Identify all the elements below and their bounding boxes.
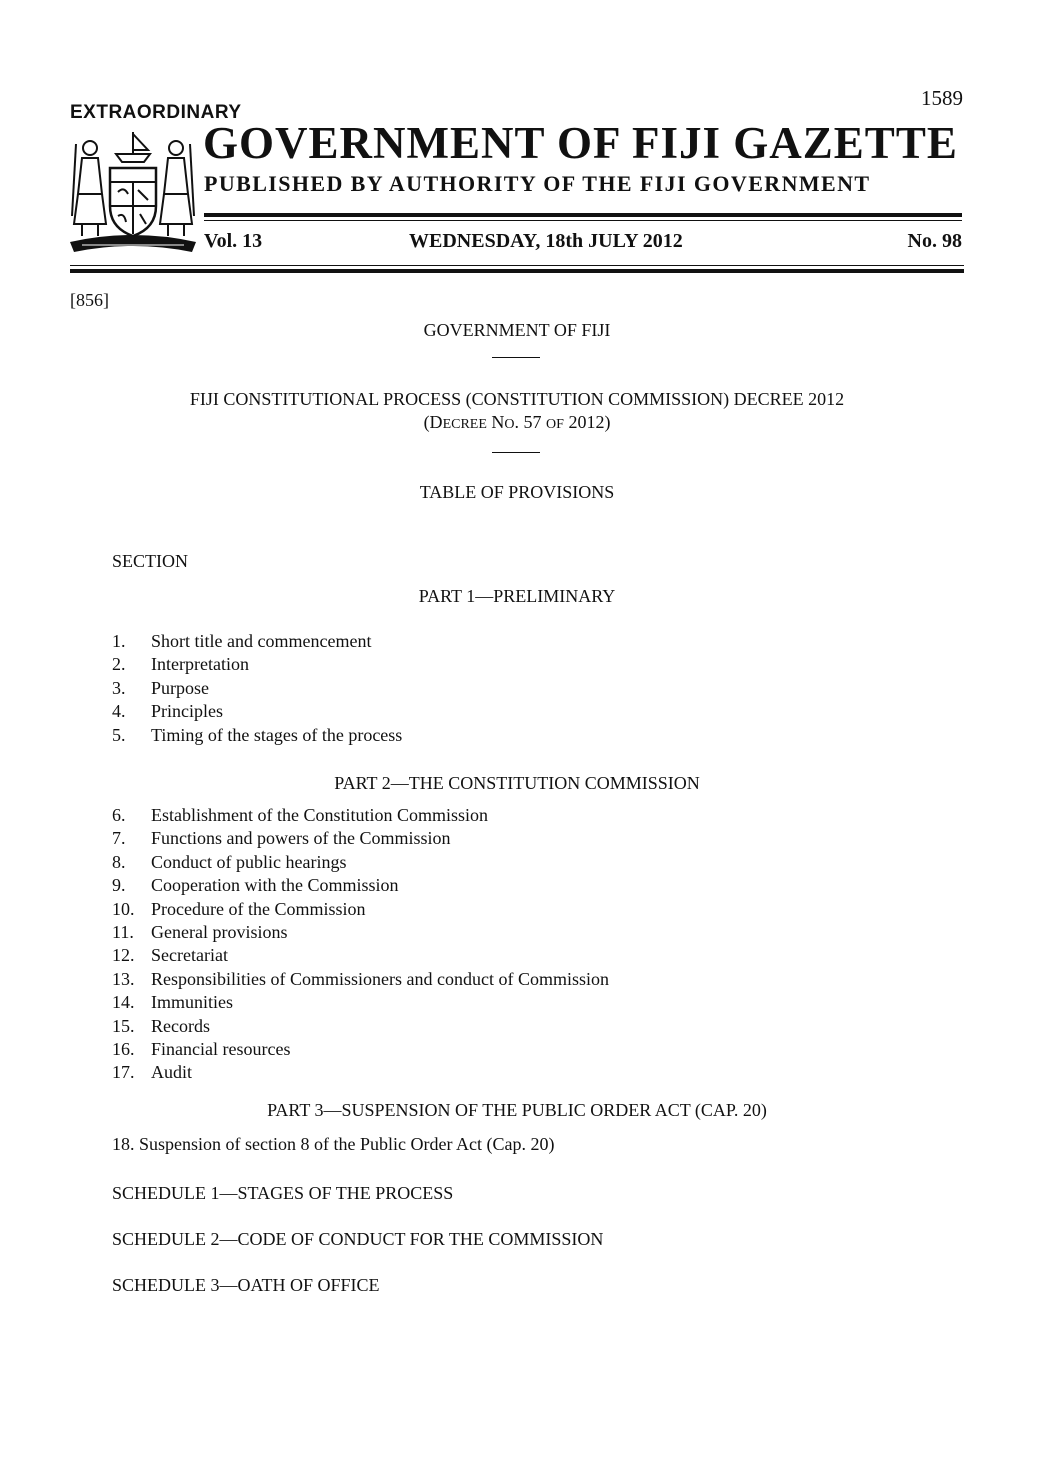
item-title: Purpose	[151, 677, 209, 698]
item-title: Audit	[151, 1062, 193, 1083]
list-item	[112, 921, 609, 944]
decree-title: FIJI CONSTITUTIONAL PROCESS (CONSTITUTION COMMISSION) DECREE 2012	[189, 389, 845, 409]
item-number: 6.	[112, 805, 126, 825]
decree-number	[0, 412, 1034, 433]
part-2-list	[112, 804, 609, 1085]
list-item	[112, 1061, 609, 1084]
item-title: Conduct of public hearings	[151, 851, 347, 872]
decree-number-part: (D	[423, 412, 443, 432]
list-item	[112, 874, 609, 897]
item-number: 17.	[112, 1062, 135, 1083]
decree-number-part: 2012)	[563, 412, 611, 432]
issue-number: No. 98	[907, 230, 962, 252]
item-number: 8.	[112, 851, 126, 872]
item-number: 15.	[112, 1015, 135, 1036]
fiji-coat-of-arms-icon	[68, 124, 198, 256]
schedule-entry: SCHEDULE 3—OATH OF OFFICE	[112, 1275, 380, 1295]
decree-number-part: ECREE	[442, 417, 487, 432]
item-title: Procedure of the Commission	[151, 898, 366, 919]
issuer-heading: GOVERNMENT OF FIJI	[423, 320, 611, 340]
notice-reference: [856]	[70, 290, 109, 310]
item-title: Records	[151, 1015, 210, 1036]
list-item	[112, 724, 402, 747]
item-title: Responsibilities of Commissioners and conduct of Commission	[151, 968, 609, 989]
item-title: Short title and commencement	[151, 631, 372, 651]
item-title: Immunities	[151, 992, 233, 1013]
list-item	[112, 677, 402, 700]
list-item	[112, 1015, 609, 1038]
item-number: 16.	[112, 1038, 135, 1059]
separator-dash	[492, 452, 540, 453]
header-bottom-rule-thin	[70, 265, 964, 266]
list-item	[112, 653, 402, 676]
list-item	[112, 700, 402, 723]
gazette-subtitle: PUBLISHED BY AUTHORITY OF THE FIJI GOVERNMENT	[204, 171, 871, 196]
part-heading: PART 2—THE CONSTITUTION COMMISSION	[334, 773, 700, 793]
list-item	[112, 1134, 554, 1155]
separator-dash	[492, 357, 540, 358]
part-1-list	[112, 630, 402, 747]
decree-number-part: . 57	[514, 412, 547, 432]
list-item	[112, 968, 609, 991]
item-title: General provisions	[151, 921, 288, 942]
schedule-entry: SCHEDULE 2—CODE OF CONDUCT FOR THE COMMISSION	[112, 1229, 604, 1249]
item-number: 9.	[112, 875, 126, 896]
item-title: Timing of the stages of the process	[151, 724, 403, 745]
list-item	[112, 944, 609, 967]
item-title: Functions and powers of the Commission	[151, 828, 451, 849]
item-number: 2.	[112, 654, 126, 675]
item-number: 18.	[112, 1134, 135, 1154]
list-item	[112, 898, 609, 921]
item-number: 10.	[112, 898, 135, 919]
list-item	[112, 991, 609, 1014]
volume-number: Vol. 13	[204, 230, 263, 252]
header-bottom-rule-thick	[70, 269, 964, 273]
masthead-rule-thin	[204, 220, 962, 221]
part-heading: PART 1—PRELIMINARY	[418, 586, 616, 606]
item-number: 1.	[112, 631, 126, 651]
item-title: Establishment of the Constitution Commission	[151, 805, 489, 825]
item-number: 3.	[112, 677, 126, 698]
issue-date: WEDNESDAY, 18th JULY 2012	[409, 230, 683, 252]
section-column-label: SECTION	[112, 551, 188, 571]
item-number: 4.	[112, 701, 126, 722]
list-item	[112, 804, 609, 827]
edition-label: EXTRAORDINARY	[70, 102, 242, 123]
decree-number-part: N	[486, 412, 505, 432]
item-title: Principles	[151, 701, 223, 722]
item-title: Suspension of section 8 of the Public Order Act (Cap. 20)	[139, 1134, 555, 1154]
page-number: 1589	[921, 86, 963, 110]
item-number: 7.	[112, 828, 126, 849]
list-item	[112, 827, 609, 850]
gazette-title: GOVERNMENT OF FIJI GAZETTE	[203, 118, 958, 168]
item-number: 11.	[112, 921, 134, 942]
item-title: Cooperation with the Commission	[151, 875, 399, 896]
schedule-entry: SCHEDULE 1—STAGES OF THE PROCESS	[112, 1183, 454, 1203]
decree-number-part: OF	[546, 417, 564, 432]
masthead-rule-thick	[204, 213, 962, 217]
list-item	[112, 1038, 609, 1061]
item-title: Secretariat	[151, 945, 228, 966]
decree-number-part: O	[504, 417, 515, 432]
item-number: 13.	[112, 968, 135, 989]
item-number: 5.	[112, 724, 126, 745]
item-title: Interpretation	[151, 654, 249, 675]
item-number: 12.	[112, 945, 135, 966]
table-of-provisions-heading: TABLE OF PROVISIONS	[419, 482, 615, 502]
part-heading: PART 3—SUSPENSION OF THE PUBLIC ORDER ACT (CAP. 20)	[267, 1100, 767, 1120]
list-item	[112, 630, 402, 653]
item-number: 14.	[112, 992, 135, 1013]
item-title: Financial resources	[151, 1038, 291, 1059]
list-item	[112, 851, 609, 874]
